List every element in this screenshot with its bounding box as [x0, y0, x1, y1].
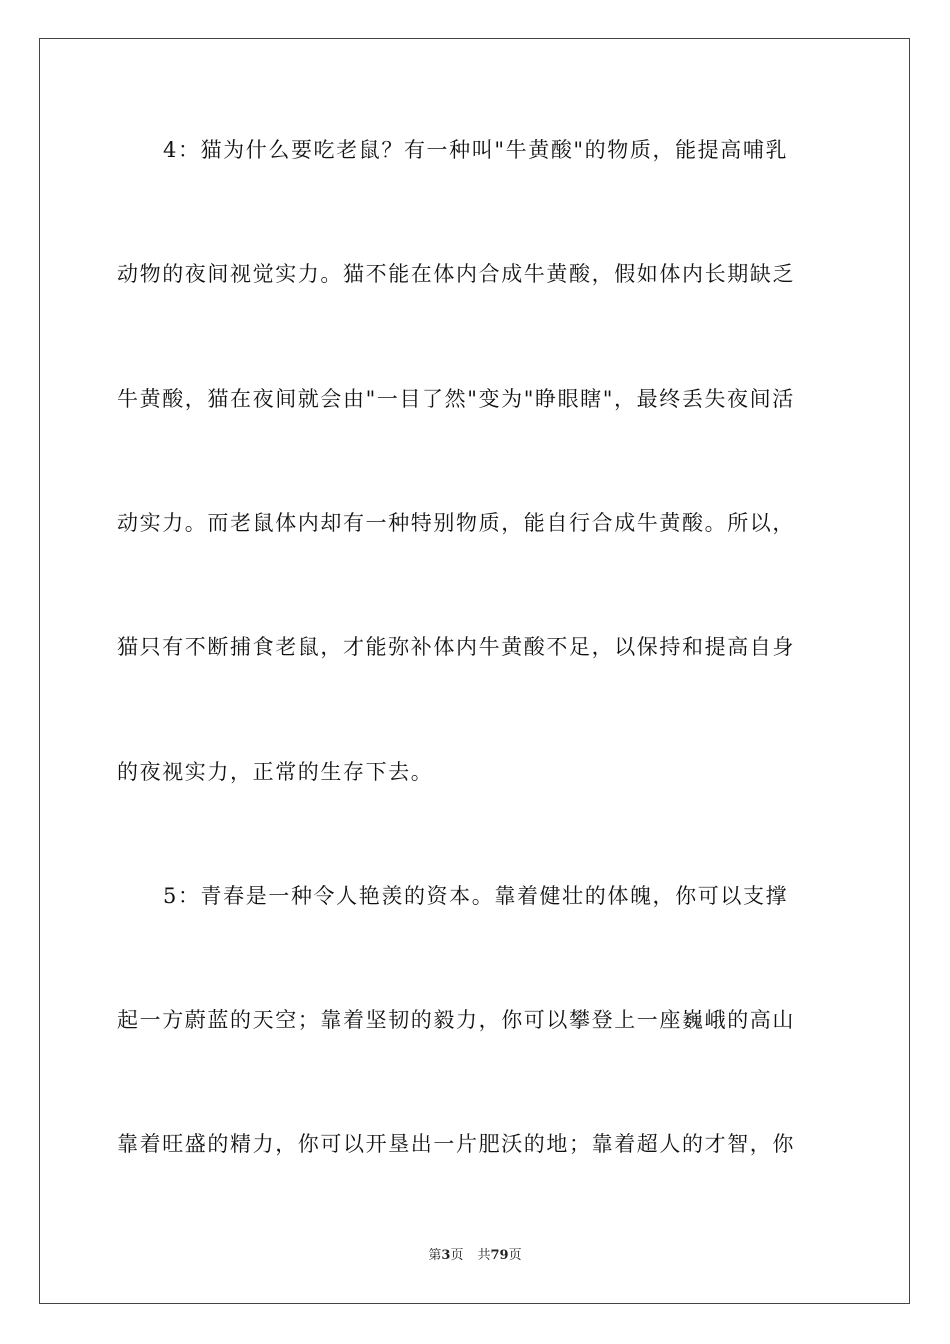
paragraph-1-line-3: 牛黄酸，猫在夜间就会由"一目了然"变为"睁眼瞎"，最终丢失夜间活	[117, 387, 795, 411]
footer-total-suffix: 页	[508, 1248, 522, 1263]
paragraph-1-line-2: 动物的夜间视觉实力。猫不能在体内合成牛黄酸，假如体内长期缺乏	[117, 262, 795, 286]
paragraph-2-line-1: 5：青春是一种令人艳羡的资本。靠着健壮的体魄，你可以支撑	[163, 884, 789, 908]
footer-page-prefix: 第	[428, 1248, 442, 1263]
footer-page-number: 3	[441, 1248, 451, 1263]
footer-page-suffix: 页	[450, 1248, 464, 1263]
paragraph-2-line-3: 靠着旺盛的精力，你可以开垦出一片肥沃的地；靠着超人的才智，你	[117, 1132, 795, 1156]
footer-total-pages: 79	[490, 1248, 509, 1263]
paragraph-2-line-2: 起一方蔚蓝的天空；靠着坚韧的毅力，你可以攀登上一座巍峨的高山	[117, 1008, 795, 1032]
paragraph-1-line-4: 动实力。而老鼠体内却有一种特别物质，能自行合成牛黄酸。所以，	[117, 511, 795, 535]
page-footer	[0, 1247, 950, 1265]
paragraph-1-line-5: 猫只有不断捕食老鼠，才能弥补体内牛黄酸不足，以保持和提高自身	[117, 635, 795, 659]
paragraph-1-line-6: 的夜视实力，正常的生存下去。	[117, 760, 434, 784]
page-border	[39, 38, 910, 1304]
footer-total-prefix: 共	[477, 1248, 491, 1263]
paragraph-1-line-1: 4：猫为什么要吃老鼠？有一种叫"牛黄酸"的物质，能提高哺乳	[163, 138, 789, 162]
